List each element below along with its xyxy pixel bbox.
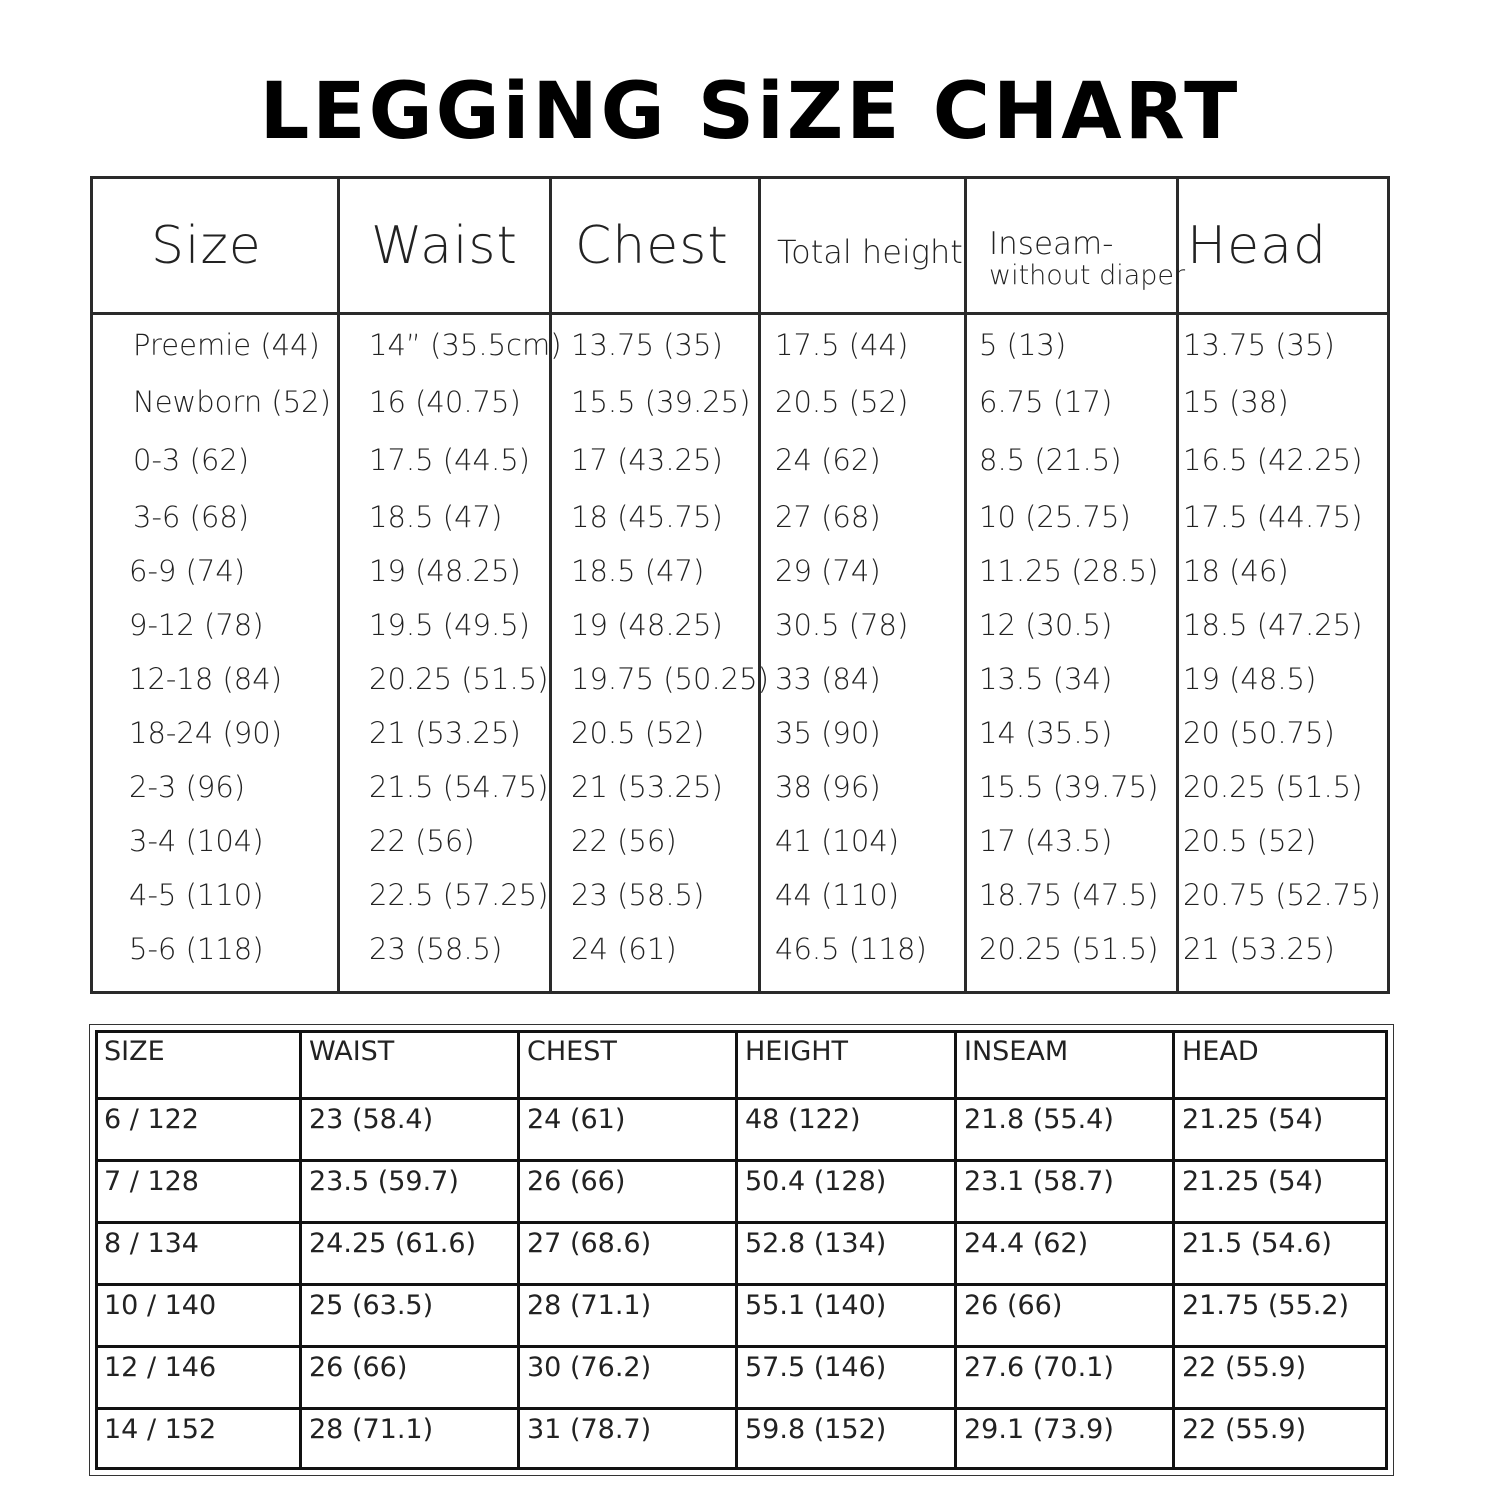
cell-chest: 23 (58.5): [571, 878, 705, 912]
cell-total-height: 29 (74): [775, 554, 881, 588]
cell-chest: 24 (61): [571, 932, 677, 966]
cell-size: 12-18 (84): [129, 662, 283, 696]
cell-waist: 23 (58.4): [309, 1104, 434, 1135]
size-chart-table-infant: [90, 176, 1390, 994]
row-divider: [98, 1097, 1385, 1100]
cell-inseam: 27.6 (70.1): [964, 1352, 1114, 1383]
cell-size: 5-6 (118): [129, 932, 264, 966]
header-inseam: INSEAM: [964, 1036, 1069, 1067]
cell-head: 21.25 (54): [1182, 1104, 1324, 1135]
cell-size: 8 / 134: [104, 1228, 199, 1259]
cell-total-height: 41 (104): [775, 824, 900, 858]
header-head: Head: [1187, 215, 1327, 276]
cell-size: 6-9 (74): [129, 554, 246, 588]
cell-waist: 18.5 (47): [369, 500, 503, 534]
cell-height: 50.4 (128): [745, 1166, 887, 1197]
cell-chest: 27 (68.6): [527, 1228, 652, 1259]
cell-chest: 21 (53.25): [571, 770, 723, 804]
cell-chest: 24 (61): [527, 1104, 626, 1135]
cell-waist: 23 (58.5): [369, 932, 503, 966]
column-divider: [337, 179, 340, 991]
cell-waist: 22.5 (57.25): [369, 878, 549, 912]
cell-chest: 20.5 (52): [571, 716, 705, 750]
cell-total-height: 35 (90): [775, 716, 881, 750]
cell-head: 21.25 (54): [1182, 1166, 1324, 1197]
cell-inseam: 21.8 (55.4): [964, 1104, 1114, 1135]
cell-inseam: 5 (13): [979, 328, 1067, 362]
header-waist: WAIST: [309, 1036, 395, 1067]
size-chart-table-kids: [95, 1030, 1388, 1470]
cell-inseam: 18.75 (47.5): [979, 878, 1159, 912]
cell-waist: 14” (35.5cm): [369, 328, 562, 362]
cell-total-height: 30.5 (78): [775, 608, 909, 642]
header-total-height: Total height: [777, 232, 963, 271]
cell-head: 18 (46): [1183, 554, 1289, 588]
header-size: SIZE: [104, 1036, 165, 1067]
cell-head: 21.75 (55.2): [1182, 1290, 1350, 1321]
cell-inseam: 29.1 (73.9): [964, 1414, 1114, 1445]
cell-head: 16.5 (42.25): [1183, 443, 1363, 477]
cell-waist: 26 (66): [309, 1352, 408, 1383]
cell-head: 20.5 (52): [1183, 824, 1317, 858]
cell-inseam: 15.5 (39.75): [979, 770, 1159, 804]
cell-waist: 28 (71.1): [309, 1414, 434, 1445]
header-inseam-line1: Inseam-: [989, 226, 1114, 262]
cell-waist: 21.5 (54.75): [369, 770, 549, 804]
cell-height: 48 (122): [745, 1104, 861, 1135]
cell-chest: 28 (71.1): [527, 1290, 652, 1321]
row-divider: [98, 1221, 1385, 1224]
cell-total-height: 33 (84): [775, 662, 881, 696]
cell-height: 57.5 (146): [745, 1352, 887, 1383]
column-divider: [964, 179, 967, 991]
cell-inseam: 24.4 (62): [964, 1228, 1089, 1259]
cell-chest: 22 (56): [571, 824, 677, 858]
cell-size: 12 / 146: [104, 1352, 217, 1383]
column-divider: [549, 179, 552, 991]
cell-chest: 15.5 (39.25): [571, 385, 751, 419]
cell-inseam: 14 (35.5): [979, 716, 1113, 750]
cell-head: 18.5 (47.25): [1183, 608, 1363, 642]
cell-inseam: 23.1 (58.7): [964, 1166, 1114, 1197]
cell-chest: 18.5 (47): [571, 554, 705, 588]
cell-inseam: 13.5 (34): [979, 662, 1113, 696]
cell-waist: 24.25 (61.6): [309, 1228, 477, 1259]
cell-chest: 18 (45.75): [571, 500, 723, 534]
cell-head: 15 (38): [1183, 385, 1289, 419]
cell-chest: 17 (43.25): [571, 443, 723, 477]
cell-waist: 19.5 (49.5): [369, 608, 530, 642]
cell-size: 9-12 (78): [129, 608, 264, 642]
cell-inseam: 26 (66): [964, 1290, 1063, 1321]
cell-size: 0-3 (62): [133, 443, 250, 477]
cell-inseam: 17 (43.5): [979, 824, 1113, 858]
cell-size: 6 / 122: [104, 1104, 199, 1135]
cell-size: Newborn (52): [133, 385, 331, 419]
cell-head: 20.75 (52.75): [1183, 878, 1381, 912]
header-waist: Waist: [371, 215, 518, 276]
cell-chest: 19.75 (50.25): [571, 662, 769, 696]
cell-size: 4-5 (110): [129, 878, 264, 912]
cell-waist: 21 (53.25): [369, 716, 521, 750]
cell-waist: 17.5 (44.5): [369, 443, 530, 477]
page-title: LEGGiNG SiZE CHART: [259, 67, 1241, 157]
cell-size: 3-4 (104): [129, 824, 264, 858]
cell-height: 52.8 (134): [745, 1228, 887, 1259]
cell-total-height: 27 (68): [775, 500, 881, 534]
cell-total-height: 20.5 (52): [775, 385, 909, 419]
cell-inseam: 6.75 (17): [979, 385, 1113, 419]
row-divider: [98, 1407, 1385, 1410]
cell-waist: 23.5 (59.7): [309, 1166, 459, 1197]
header-inseam-line2: without diaper: [989, 260, 1186, 291]
cell-head: 22 (55.9): [1182, 1414, 1307, 1445]
cell-chest: 19 (48.25): [571, 608, 723, 642]
header-head: HEAD: [1182, 1036, 1259, 1067]
cell-total-height: 24 (62): [775, 443, 881, 477]
cell-head: 17.5 (44.75): [1183, 500, 1363, 534]
cell-size: 10 / 140: [104, 1290, 217, 1321]
cell-height: 59.8 (152): [745, 1414, 887, 1445]
header-chest: Chest: [575, 215, 729, 276]
header-height: HEIGHT: [745, 1036, 849, 1067]
cell-inseam: 20.25 (51.5): [979, 932, 1159, 966]
cell-head: 21 (53.25): [1183, 932, 1335, 966]
cell-head: 19 (48.5): [1183, 662, 1317, 696]
cell-total-height: 38 (96): [775, 770, 881, 804]
cell-total-height: 44 (110): [775, 878, 900, 912]
header-chest: CHEST: [527, 1036, 617, 1067]
cell-waist: 22 (56): [369, 824, 475, 858]
cell-inseam: 11.25 (28.5): [979, 554, 1159, 588]
column-divider: [758, 179, 761, 991]
cell-chest: 26 (66): [527, 1166, 626, 1197]
cell-waist: 19 (48.25): [369, 554, 521, 588]
cell-inseam: 12 (30.5): [979, 608, 1113, 642]
cell-head: 20.25 (51.5): [1183, 770, 1363, 804]
header-divider: [93, 312, 1387, 315]
row-divider: [98, 1283, 1385, 1286]
column-divider: [1176, 179, 1179, 991]
cell-chest: 13.75 (35): [571, 328, 723, 362]
cell-size: Preemie (44): [133, 328, 320, 362]
cell-height: 55.1 (140): [745, 1290, 887, 1321]
cell-inseam: 8.5 (21.5): [979, 443, 1122, 477]
cell-waist: 16 (40.75): [369, 385, 521, 419]
cell-waist: 20.25 (51.5): [369, 662, 549, 696]
row-divider: [98, 1345, 1385, 1348]
row-divider: [98, 1159, 1385, 1162]
cell-size: 18-24 (90): [129, 716, 283, 750]
cell-head: 21.5 (54.6): [1182, 1228, 1332, 1259]
cell-size: 3-6 (68): [133, 500, 250, 534]
header-inseam: [989, 226, 1186, 291]
cell-total-height: 17.5 (44): [775, 328, 909, 362]
cell-size: 2-3 (96): [129, 770, 246, 804]
header-size: Size: [151, 215, 262, 276]
cell-head: 20 (50.75): [1183, 716, 1335, 750]
cell-head: 13.75 (35): [1183, 328, 1335, 362]
cell-size: 14 / 152: [104, 1414, 217, 1445]
cell-chest: 30 (76.2): [527, 1352, 652, 1383]
cell-inseam: 10 (25.75): [979, 500, 1131, 534]
cell-head: 22 (55.9): [1182, 1352, 1307, 1383]
cell-size: 7 / 128: [104, 1166, 199, 1197]
cell-chest: 31 (78.7): [527, 1414, 652, 1445]
cell-waist: 25 (63.5): [309, 1290, 434, 1321]
cell-total-height: 46.5 (118): [775, 932, 927, 966]
